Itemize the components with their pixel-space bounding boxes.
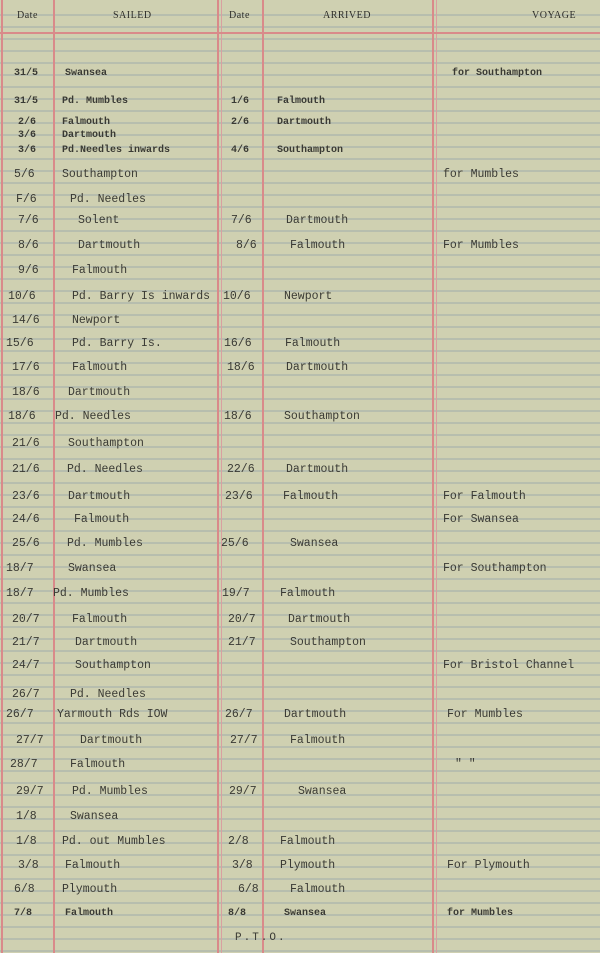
voyage-destination: For Swansea <box>443 513 519 526</box>
sailed-date: 23/6 <box>12 490 40 503</box>
sailed-place: Swansea <box>70 810 119 823</box>
sailed-place: Solent <box>78 214 120 227</box>
arrived-date: 8/6 <box>236 239 257 252</box>
arrived-date: 27/7 <box>230 734 258 747</box>
voyage-destination: For Bristol Channel <box>443 659 575 672</box>
sailed-place: Falmouth <box>65 859 121 872</box>
arrived-date: 4/6 <box>231 145 250 156</box>
arrived-date: 16/6 <box>224 337 252 350</box>
sailed-date: 29/7 <box>16 785 44 798</box>
arrived-place: Dartmouth <box>286 361 349 374</box>
sailed-date: 18/6 <box>12 386 40 399</box>
header-arrived: ARRIVED <box>323 10 371 21</box>
header-sailed: SAILED <box>113 10 152 21</box>
arrived-place: Southampton <box>284 410 360 423</box>
arrived-date: 19/7 <box>222 587 250 600</box>
sailed-date: 24/6 <box>12 513 40 526</box>
sailed-place: Newport <box>72 314 121 327</box>
sailed-date: 27/7 <box>16 734 44 747</box>
arrived-date: 10/6 <box>223 290 251 303</box>
arrived-place: Southampton <box>277 145 344 156</box>
sailed-date: 18/7 <box>6 587 34 600</box>
arrived-place: Falmouth <box>290 239 346 252</box>
sailed-place: Pd. Needles <box>70 193 146 206</box>
sailed-place: Pd.Needles inwards <box>62 145 171 156</box>
arrived-place: Dartmouth <box>284 708 347 721</box>
sailed-date: 18/7 <box>6 562 34 575</box>
arrived-date: 6/8 <box>238 883 259 896</box>
arrived-place: Falmouth <box>277 96 326 107</box>
sailed-date: 24/7 <box>12 659 40 672</box>
sailed-date: 6/8 <box>14 883 35 896</box>
sailed-place: Falmouth <box>72 613 128 626</box>
arrived-place: Falmouth <box>280 587 336 600</box>
arrived-place: Falmouth <box>280 835 336 848</box>
arrived-date: 18/6 <box>224 410 252 423</box>
sailed-place: Falmouth <box>72 264 128 277</box>
arrived-date: 21/7 <box>228 636 256 649</box>
header-date-arrived: Date <box>229 10 250 21</box>
rule-arrived-voyage <box>432 0 434 953</box>
arrived-date: 2/8 <box>228 835 249 848</box>
sailed-place: Falmouth <box>65 908 114 919</box>
sailed-place: Swansea <box>65 68 108 79</box>
sailed-date: 26/7 <box>12 688 40 701</box>
sailed-date: 17/6 <box>12 361 40 374</box>
sailed-place: Pd. Needles <box>67 463 143 476</box>
rule-date-sailed <box>53 0 55 953</box>
voyage-destination: for Mumbles <box>443 168 519 181</box>
sailed-date: 14/6 <box>12 314 40 327</box>
arrived-place: Falmouth <box>285 337 341 350</box>
rule-sailed-date <box>217 0 219 953</box>
sailed-place: Dartmouth <box>75 636 138 649</box>
voyage-destination: For Mumbles <box>447 708 523 721</box>
arrived-date: 23/6 <box>225 490 253 503</box>
arrived-place: Swansea <box>290 537 339 550</box>
sailed-date: 3/6 <box>18 145 37 156</box>
sailed-place: Yarmouth Rds IOW <box>57 708 168 721</box>
sailed-place: Southampton <box>68 437 144 450</box>
sailed-date: 8/6 <box>18 239 39 252</box>
sailed-date: 5/6 <box>14 168 35 181</box>
voyage-destination: For Falmouth <box>443 490 526 503</box>
arrived-place: Newport <box>284 290 333 303</box>
arrived-date: 7/6 <box>231 214 252 227</box>
arrived-date: 29/7 <box>229 785 257 798</box>
arrived-date: 1/6 <box>231 96 250 107</box>
sailed-date: 18/6 <box>8 410 36 423</box>
sailed-date: 21/6 <box>12 463 40 476</box>
sailed-date: 3/8 <box>18 859 39 872</box>
arrived-place: Dartmouth <box>286 214 349 227</box>
sailed-place: Pd. Mumbles <box>53 587 129 600</box>
sailed-date: 1/8 <box>16 810 37 823</box>
arrived-date: 22/6 <box>227 463 255 476</box>
sailed-place: Pd. Barry Is inwards <box>72 290 211 303</box>
sailed-place: Pd. Mumbles <box>67 537 143 550</box>
arrived-date: 3/8 <box>232 859 253 872</box>
arrived-place: Dartmouth <box>288 613 351 626</box>
sailed-date: 10/6 <box>8 290 36 303</box>
arrived-date: 26/7 <box>225 708 253 721</box>
arrived-place: Southampton <box>290 636 366 649</box>
sailed-date: 31/5 <box>14 68 39 79</box>
sailed-place: Southampton <box>62 168 138 181</box>
voyage-destination: For Plymouth <box>447 859 530 872</box>
rule-arrived-voyage-b <box>436 0 437 953</box>
arrived-date: 20/7 <box>228 613 256 626</box>
sailed-place: Pd. Mumbles <box>72 785 148 798</box>
sailed-place: Falmouth <box>70 758 126 771</box>
sailed-date: 21/7 <box>12 636 40 649</box>
voyage-destination: For Southampton <box>443 562 547 575</box>
sailed-date: 3/6 <box>18 130 37 141</box>
arrived-place: Falmouth <box>290 734 346 747</box>
sailed-date: 15/6 <box>6 337 34 350</box>
header-date-sailed: Date <box>17 10 38 21</box>
sailed-place: Pd. Needles <box>55 410 131 423</box>
header-voyage: VOYAGE <box>532 10 577 21</box>
arrived-place: Falmouth <box>290 883 346 896</box>
arrived-date: 25/6 <box>221 537 249 550</box>
sailed-place: Dartmouth <box>80 734 143 747</box>
sailed-place: Southampton <box>75 659 151 672</box>
voyage-destination: for Southampton <box>452 68 543 79</box>
sailed-place: Falmouth <box>72 361 128 374</box>
arrived-place: Falmouth <box>283 490 339 503</box>
voyage-destination: for Mumbles <box>447 908 514 919</box>
rule-date-arrived <box>262 0 264 953</box>
sailed-date: 26/7 <box>6 708 34 721</box>
sailed-place: Pd. Mumbles <box>62 96 129 107</box>
sailed-date: 1/8 <box>16 835 37 848</box>
sailed-date: F/6 <box>16 193 37 206</box>
sailed-place: Dartmouth <box>78 239 141 252</box>
sailed-date: 21/6 <box>12 437 40 450</box>
sailed-place: Pd. Needles <box>70 688 146 701</box>
sailed-place: Dartmouth <box>68 386 131 399</box>
arrived-place: Dartmouth <box>286 463 349 476</box>
arrived-date: 18/6 <box>227 361 255 374</box>
sailed-date: 7/8 <box>14 908 33 919</box>
sailed-place: Plymouth <box>62 883 118 896</box>
arrived-date: 8/8 <box>228 908 247 919</box>
sailed-date: 25/6 <box>12 537 40 550</box>
sailed-date: 9/6 <box>18 264 39 277</box>
voyage-destination: For Mumbles <box>443 239 519 252</box>
arrived-place: Plymouth <box>280 859 336 872</box>
sailed-place: Falmouth <box>74 513 130 526</box>
sailed-place: Swansea <box>68 562 117 575</box>
header-rule <box>0 32 600 34</box>
voyage-destination: " " <box>455 758 476 771</box>
rule-date-arrived-a <box>221 0 222 953</box>
arrived-place: Dartmouth <box>277 117 332 128</box>
sailed-place: Falmouth <box>62 117 111 128</box>
arrived-place: Swansea <box>284 908 327 919</box>
arrived-place: Swansea <box>298 785 347 798</box>
rule-left <box>1 0 3 953</box>
sailed-date: 20/7 <box>12 613 40 626</box>
sailed-place: Pd. out Mumbles <box>62 835 166 848</box>
arrived-date: 2/6 <box>231 117 250 128</box>
sailed-date: 28/7 <box>10 758 38 771</box>
sailed-date: 31/5 <box>14 96 39 107</box>
sailed-place: Pd. Barry Is. <box>72 337 162 350</box>
sailed-date: 2/6 <box>18 117 37 128</box>
sailed-place: Dartmouth <box>68 490 131 503</box>
sailed-place: Dartmouth <box>62 130 117 141</box>
pto-note: P.T.O. <box>235 932 287 944</box>
sailed-date: 7/6 <box>18 214 39 227</box>
